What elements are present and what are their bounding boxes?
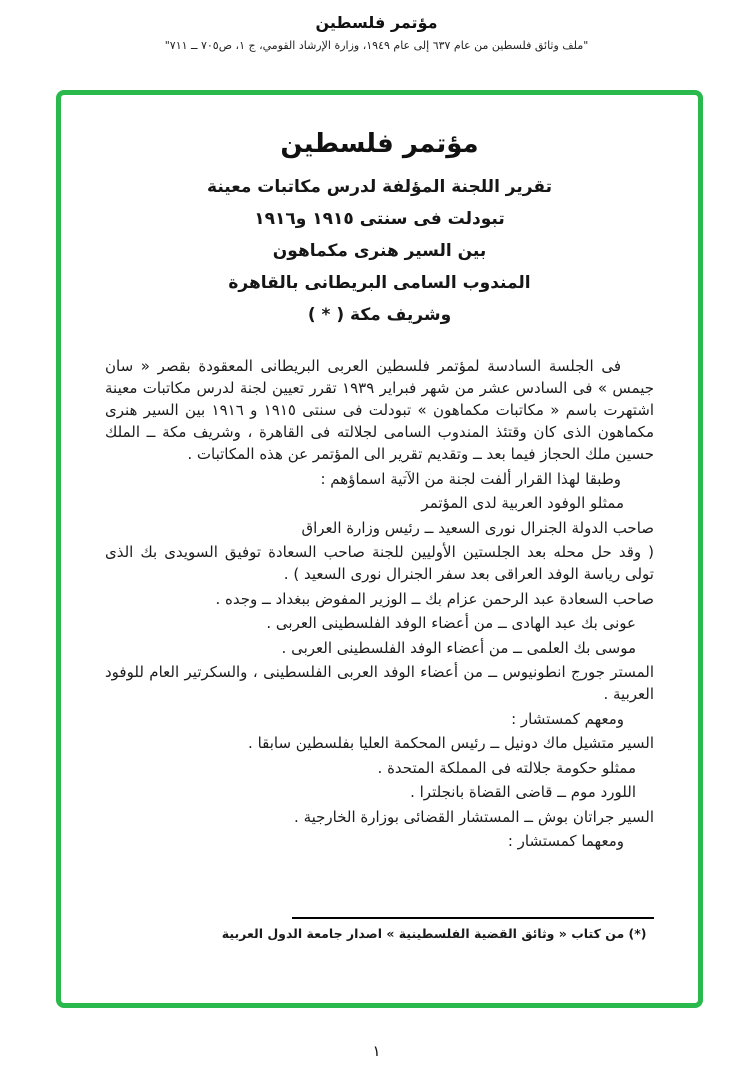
paragraph-advisor-heading-1: ومعهم كمستشار : <box>511 709 624 728</box>
paragraph-grattan-bushe: السير جراتان بوش ــ المستشار القضائى بوزارة الخارجية . <box>294 807 654 826</box>
header-source-line: "ملف وثائق فلسطين من عام ٦٣٧ إلى عام ١٩٤٩، وزارة الإرشاد القومي، ج ١، ص٧٠٥ ــ ٧١١" <box>164 39 589 52</box>
paragraph-tawfiq-suwaidi-note: ( وقد حل محله بعد الجلستين الأوليين للجنة صاحب السعادة توفيق السويدى بك الذى تولى رياسة الوفد العراقى بعد سفر الجنرال نورى السعيد ) . <box>105 543 654 583</box>
subtitle-line-2: تبودلت فى سنتى ١٩١٥ و١٩١٦ <box>254 209 505 229</box>
document-title: مؤتمر فلسطين <box>280 129 479 159</box>
header-title: مؤتمر فلسطين <box>315 13 438 32</box>
subtitle-line-1: تقرير اللجنة المؤلفة لدرس مكاتبات معينة <box>207 177 552 197</box>
paragraph-awni-abdulhadi: عونى بك عبد الهادى ــ من أعضاء الوفد الفلسطينى العربى . <box>266 614 636 632</box>
paragraph-intro: فى الجلسة السادسة لمؤتمر فلسطين العربى البريطانى المعقودة بقصر « سان جيمس » فى السادس عشر من شهر فبراير ١٩٣٩ تقرر تعيين لجنة لدرس مكاتبات معينة اشتهرت باسم « مكاتبات مكماهون » تبودلت فى سنتى ١٩١٥ و ١٩١٦ بين السير هنرى مكماهون الذى كان وقتئذ المندوب السامى لجلالته فى القاهرة ، وشريف مكة ــ الملك حسين ملك الحجاز فيما بعد ــ وتقديم تقرير الى المؤتمر عن هذه المكاتبات . <box>105 357 654 463</box>
document-frame <box>56 90 703 1008</box>
paragraph-committee-decision: وطبقا لهذا القرار ألفت لجنة من الآتية اسماؤهم : <box>320 469 621 488</box>
paragraph-azzam-bey: صاحب السعادة عبد الرحمن عزام بك ــ الوزير المفوض ببغداد ــ وجده . <box>215 589 654 608</box>
subtitle-line-5: وشريف مكة ( * ) <box>307 305 452 325</box>
paragraph-advisor-heading-2: ومعهما كمستشار : <box>507 832 624 850</box>
paragraph-uk-delegates-head: ممثلو حكومة جلالته فى المملكة المتحدة . <box>377 758 636 777</box>
subtitle-line-3: بين السير هنرى مكماهون <box>272 241 487 261</box>
paragraph-nuri-said: صاحب الدولة الجنرال نورى السعيد ــ رئيس وزارة العراق <box>301 518 654 537</box>
paragraph-mcdonnell: السير متشيل ماك دونيل ــ رئيس المحكمة العليا بفلسطين سابقا . <box>248 734 654 752</box>
paragraph-arab-delegates-head: ممثلو الوفود العربية لدى المؤتمر <box>421 494 624 512</box>
subtitle-line-4: المندوب السامى البريطانى بالقاهرة <box>228 273 531 293</box>
document-subtitle <box>105 171 654 331</box>
page-number: ١ <box>372 1042 381 1060</box>
page-header <box>0 0 753 52</box>
paragraph-lord-maugham: اللورد موم ــ قاضى القضاة بانجلترا . <box>410 783 636 801</box>
paragraph-musa-alami: موسى بك العلمى ــ من أعضاء الوفد الفلسطينى العربى . <box>281 638 636 657</box>
paragraph-george-antonius: المستر جورج انطونيوس ــ من أعضاء الوفد العربى الفلسطينى ، والسكرتير العام للوفود العربية . <box>105 663 654 703</box>
footnote-area <box>105 917 654 941</box>
document-body <box>105 355 654 852</box>
footnote-text: (*) من كتاب « وثائق القضية الفلسطينية » اصدار جامعة الدول العربية <box>221 926 647 941</box>
